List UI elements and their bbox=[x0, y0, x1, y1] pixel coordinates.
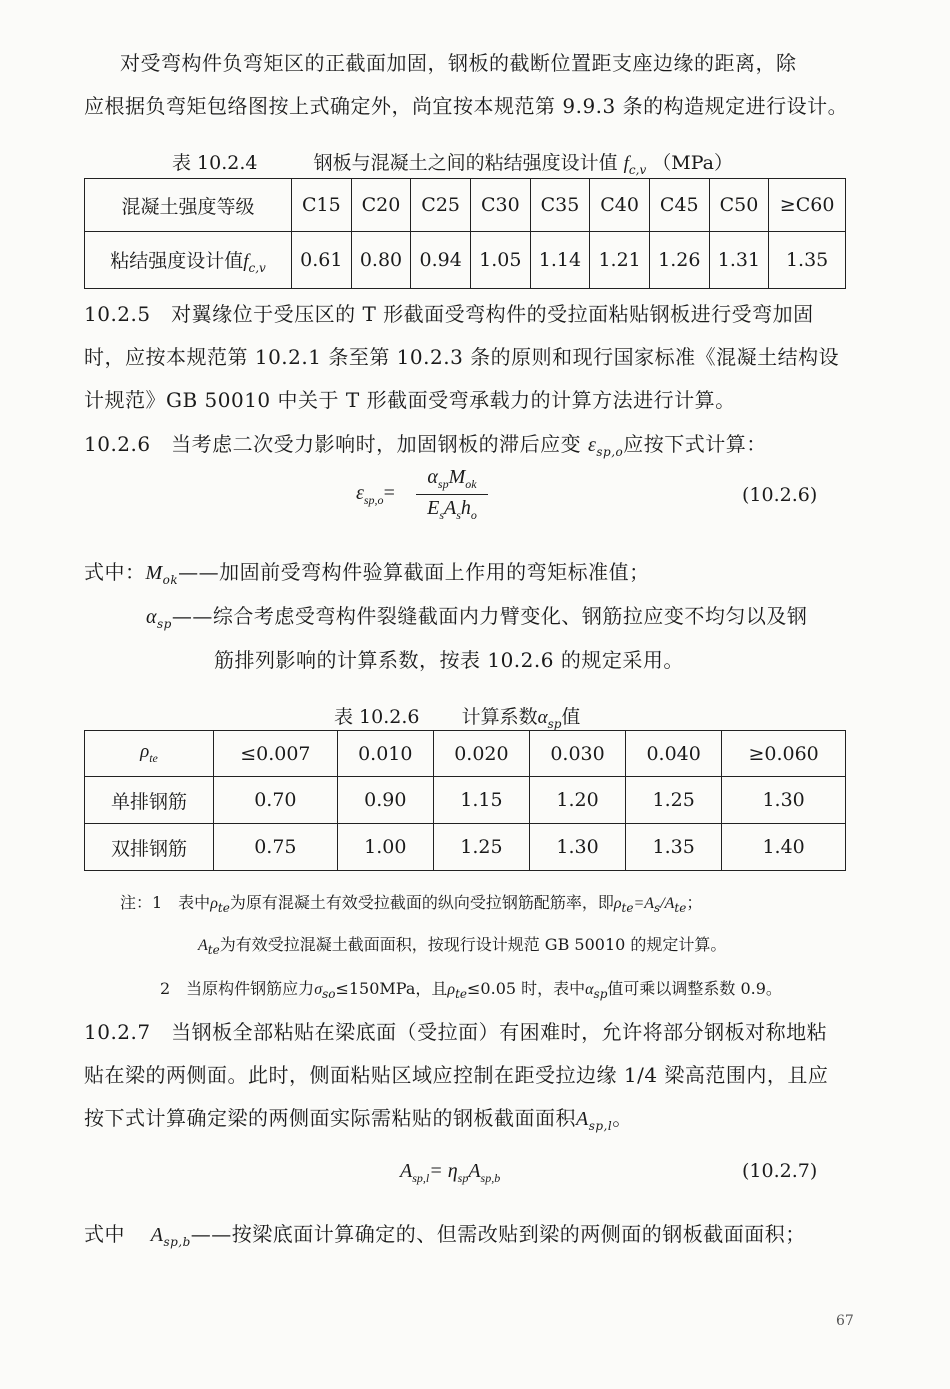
table-note-1-cont: $A_{te}$为有效受拉混凝土截面面积，按现行设计规范 GB 50010 的规定计算。 bbox=[198, 935, 727, 958]
value-cell: 1.20 bbox=[529, 777, 625, 824]
value-cell: 1.25 bbox=[626, 777, 722, 824]
grade-cell: C30 bbox=[470, 179, 530, 232]
header-label: 混凝土强度等级 bbox=[85, 179, 292, 232]
table-row bbox=[85, 824, 846, 871]
value-cell: 1.35 bbox=[626, 824, 722, 871]
equation-number: (10.2.7) bbox=[742, 1160, 818, 1182]
table-10-2-4-caption: 表 10.2.4 钢板与混凝土之间的粘结强度设计值 $f_{c,v}$ （MPa） bbox=[172, 152, 734, 177]
column-header: ≥0.060 bbox=[722, 731, 846, 777]
column-header: 0.010 bbox=[337, 731, 433, 777]
table-10-2-6 bbox=[84, 730, 846, 871]
section-10-2-5-line-1: 10.2.5 对翼缘位于受压区的 T 形截面受弯构件的受拉面粘贴钢板进行受弯加固 bbox=[84, 302, 814, 326]
caption-symbol: f bbox=[623, 153, 629, 174]
equation-number: (10.2.6) bbox=[742, 484, 818, 506]
value-cell: 1.25 bbox=[433, 824, 529, 871]
value-cell: 1.00 bbox=[337, 824, 433, 871]
value-cell: 1.40 bbox=[722, 824, 846, 871]
grade-cell: C35 bbox=[530, 179, 590, 232]
fraction-bar bbox=[416, 494, 488, 495]
caption-unit: （MPa） bbox=[652, 152, 734, 174]
value-cell: 1.30 bbox=[722, 777, 846, 824]
where-alpha-sp-cont: 筋排列影响的计算系数，按表 10.2.6 的规定采用。 bbox=[214, 648, 684, 672]
value-cell: 1.30 bbox=[529, 824, 625, 871]
table-note-1: 注：1 表中$\rho_{te}$为原有混凝土有效受拉截面的纵向受拉钢筋配筋率，即$\rho_{te}=A_s/A_{te}$； bbox=[120, 893, 703, 916]
table-note-2: 2 当原构件钢筋应力$\sigma_{so}\le 150MPa$，且$\rho_{te}\le 0.05$ 时，表中$\alpha_{sp}$值可乘以调整系数 0.9。 bbox=[160, 979, 782, 1002]
section-10-2-6-line-1: 10.2.6 当考虑二次受力影响时，加固钢板的滞后应变 $\varepsilon_{sp,o}$应按下式计算： bbox=[84, 432, 767, 459]
column-header: 0.030 bbox=[529, 731, 625, 777]
value-cell: 1.26 bbox=[649, 232, 709, 289]
grade-cell: C25 bbox=[411, 179, 471, 232]
fraction-numerator: $\alpha_{sp}M_{ok}$ bbox=[427, 466, 477, 491]
value-cell: 1.05 bbox=[470, 232, 530, 289]
equation-10-2-7: $A_{sp,l}= \eta_{sp}A_{sp,b}$ bbox=[400, 1160, 501, 1185]
table-10-2-6-caption: 表 10.2.6 计算系数$\alpha_{sp}$值 bbox=[334, 706, 581, 731]
table-row bbox=[85, 179, 846, 232]
grade-cell: C50 bbox=[709, 179, 769, 232]
intro-line-1: 对受弯构件负弯矩区的正截面加固，钢板的截断位置距支座边缘的距离，除 bbox=[120, 51, 797, 75]
section-10-2-7-line-3: 按下式计算确定梁的两侧面实际需粘贴的钢板截面面积$A_{sp,l}$。 bbox=[84, 1106, 633, 1133]
value-cell: 0.75 bbox=[214, 824, 338, 871]
grade-cell: C20 bbox=[351, 179, 411, 232]
row-label: 粘结强度设计值$f_{c,v}$ bbox=[85, 232, 292, 289]
table-row bbox=[85, 731, 846, 777]
column-header: 0.020 bbox=[433, 731, 529, 777]
column-header: ≤0.007 bbox=[214, 731, 338, 777]
row-label: 单排钢筋 bbox=[85, 777, 214, 824]
value-cell: 1.31 bbox=[709, 232, 769, 289]
where-m-ok: 式中：$M_{ok}——$加固前受弯构件验算截面上作用的弯矩标准值； bbox=[84, 560, 650, 587]
value-cell: 0.90 bbox=[337, 777, 433, 824]
grade-cell: ≥C60 bbox=[769, 179, 846, 232]
value-cell: 0.61 bbox=[292, 232, 352, 289]
fraction-denominator: $E_sA_sh_o$ bbox=[427, 497, 477, 522]
where-a-sp-b: 式中 $A_{sp,b}——$按梁底面计算确定的、但需改贴到梁的两侧面的钢板截面面积； bbox=[84, 1222, 806, 1249]
caption-title: 钢板与混凝土之间的粘结强度设计值 bbox=[313, 152, 618, 174]
row-label: 双排钢筋 bbox=[85, 824, 214, 871]
caption-number: 表 10.2.4 bbox=[172, 152, 258, 174]
table-10-2-4 bbox=[84, 178, 846, 289]
value-cell: 1.35 bbox=[769, 232, 846, 289]
equation-10-2-6-fraction bbox=[416, 466, 488, 523]
grade-cell: C40 bbox=[590, 179, 650, 232]
grade-cell: C45 bbox=[649, 179, 709, 232]
value-cell: 1.21 bbox=[590, 232, 650, 289]
value-cell: 1.15 bbox=[433, 777, 529, 824]
intro-line-2: 应根据负弯矩包络图按上式确定外，尚宜按本规范第 9.9.3 条的构造规定进行设计。 bbox=[84, 94, 849, 118]
value-cell: 0.70 bbox=[214, 777, 338, 824]
section-10-2-5-line-3: 计规范》GB 50010 中关于 T 形截面受弯承载力的计算方法进行计算。 bbox=[84, 388, 736, 412]
value-cell: 0.94 bbox=[411, 232, 471, 289]
table-row bbox=[85, 232, 846, 289]
grade-cell: C15 bbox=[292, 179, 352, 232]
page-number: 67 bbox=[836, 1313, 854, 1329]
equation-10-2-6-lhs: $\varepsilon_{sp,o}=$ bbox=[356, 482, 395, 507]
section-10-2-7-line-2: 贴在梁的两侧面。此时，侧面粘贴区域应控制在距受拉边缘 1/4 梁高范围内，且应 bbox=[84, 1063, 829, 1087]
header-rho-te: $\rho_{te}$ bbox=[85, 731, 214, 777]
section-10-2-5-line-2: 时，应按本规范第 10.2.1 条至第 10.2.3 条的原则和现行国家标准《混凝土结构设 bbox=[84, 345, 840, 369]
column-header: 0.040 bbox=[626, 731, 722, 777]
where-alpha-sp: $\alpha_{sp}——$综合考虑受弯构件裂缝截面内力臂变化、钢筋拉应变不均匀以及钢 bbox=[146, 604, 808, 631]
table-row bbox=[85, 777, 846, 824]
section-10-2-7-line-1: 10.2.7 当钢板全部粘贴在梁底面（受拉面）有困难时，允许将部分钢板对称地粘 bbox=[84, 1020, 828, 1044]
value-cell: 0.80 bbox=[351, 232, 411, 289]
value-cell: 1.14 bbox=[530, 232, 590, 289]
